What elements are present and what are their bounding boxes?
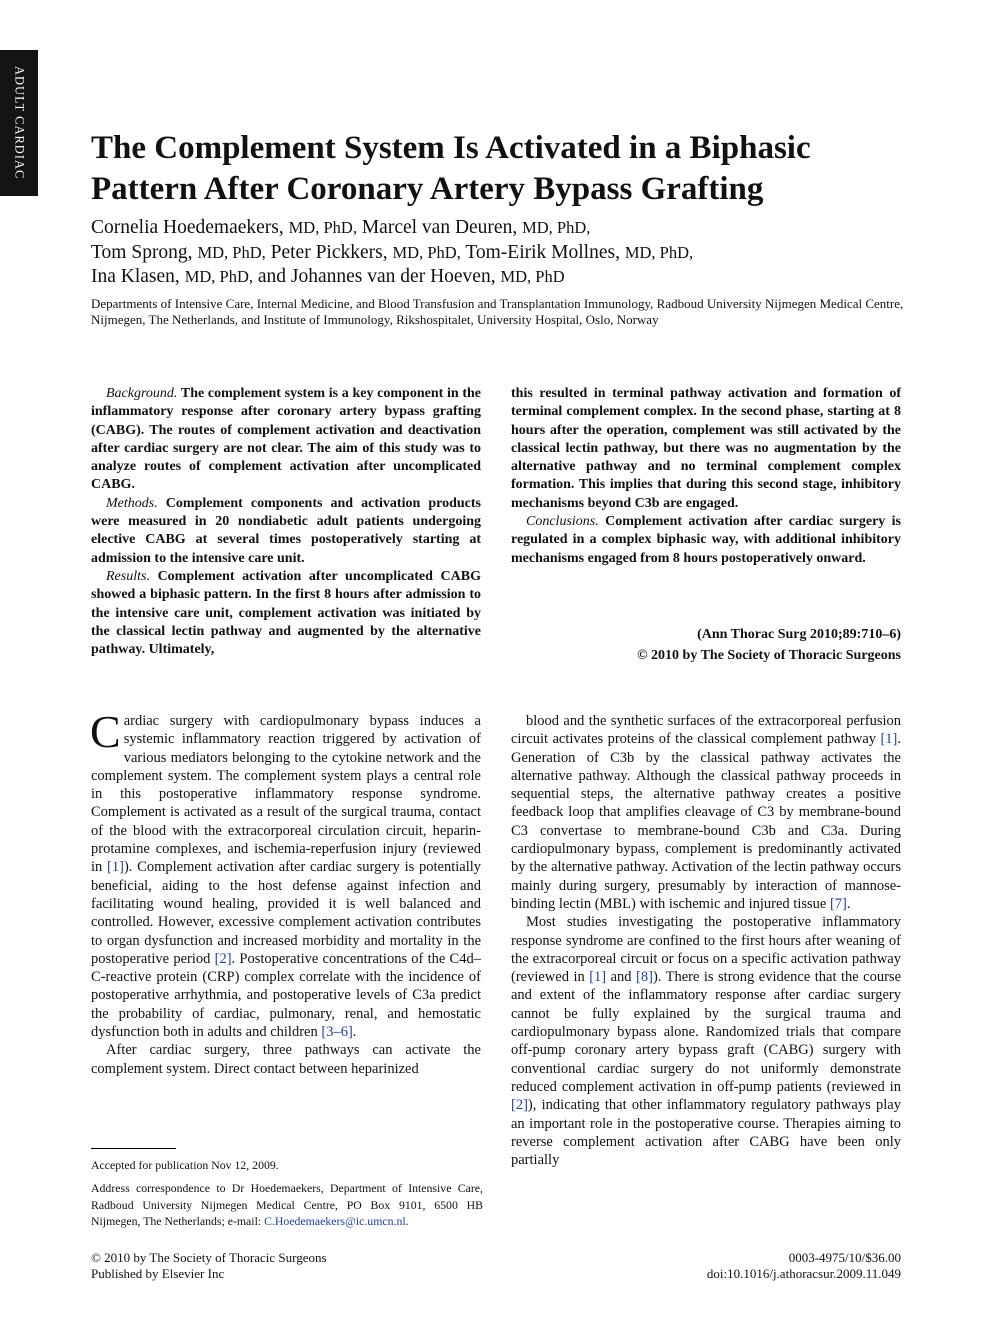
footer-copyright: © 2010 by The Society of Thoracic Surgeons xyxy=(91,1250,327,1265)
author-name: Tom-Eirik Mollnes, xyxy=(465,241,625,263)
body-text: . xyxy=(352,1024,357,1041)
article-title: The Complement System Is Activated in a Biphasic Pattern After Coronary Artery Bypass Grafting xyxy=(91,130,811,207)
body-right-column xyxy=(511,712,901,1169)
abstract-text: Complement components and activation products were measured in 20 nondiabetic adult patients undergoing elective CABG at several times postoperatively starting at admission to the intensive care unit. xyxy=(91,495,481,566)
abstract-paragraph xyxy=(91,495,481,568)
reference-link[interactable]: [1] xyxy=(107,859,124,876)
footer-right xyxy=(560,1250,901,1281)
footer-issn: 0003-4975/10/$36.00 xyxy=(788,1250,901,1265)
reference-link[interactable]: [3–6] xyxy=(321,1024,353,1041)
body-paragraph xyxy=(511,712,901,913)
section-tab xyxy=(0,50,38,196)
email-link[interactable]: C.Hoedemaekers@ic.umcn.nl xyxy=(264,1214,406,1228)
abstract-left-column xyxy=(91,385,481,659)
reference-link[interactable]: [1] xyxy=(589,969,607,986)
body-paragraph xyxy=(511,913,901,1169)
abstract-heading: Results. xyxy=(106,568,150,584)
abstract-paragraph xyxy=(91,385,481,495)
footer-left xyxy=(91,1250,327,1281)
author-list xyxy=(91,216,911,290)
footer-doi: doi:10.1016/j.athoracsur.2009.11.049 xyxy=(706,1265,901,1281)
author-degrees: MD, PhD, xyxy=(624,242,694,262)
body-text: . xyxy=(846,895,851,912)
reference-link[interactable]: [2] xyxy=(511,1097,528,1114)
correspondence-note xyxy=(91,1180,483,1230)
abstract-text: Complement activation after uncomplicated CABG showed a biphasic pattern. In the first 8 hours after admission to the intensive care unit, complement activation was initiated by the classical lectin pathway and augmented by the alternative pathway. Ultimately, xyxy=(91,568,481,658)
author-name: and Johannes van der Hoeven, xyxy=(257,266,501,287)
reference-link[interactable]: [1] xyxy=(880,731,898,748)
abstract-text: The complement system is a key component in the inflammatory response after coronary artery bypass grafting (CABG). The routes of complement activation and deactivation after cardiac surgery are not clear. The aim of this study was to analyze routes of complement activation after uncomplicated CABG. xyxy=(91,386,481,493)
body-text: ). Complement activation after cardiac surgery is potentially beneficial, aiding to the host defense against infection and facilitating wound healing, provided it is well balanced and controlled. However, excessive complement activation contributes to organ dysfunction and increased morbidity and mortality in the postoperative period xyxy=(91,859,481,967)
body-text: . Postoperative concentrations of the C4d–C-reactive protein (CRP) complex correlate with the incidence of postoperative arrhythmia, and postoperative levels of C3a predict the probability of cardiac, pulmonary, renal, and hemostatic dysfunction both in adults and children xyxy=(91,950,481,1041)
abstract-copyright: © 2010 by The Society of Thoracic Surgeons xyxy=(637,648,901,663)
abstract-heading: Methods. xyxy=(106,495,158,511)
author-name: Ina Klasen, xyxy=(91,266,185,287)
abstract-heading: Conclusions. xyxy=(526,514,599,530)
author-degrees: MD, PhD, xyxy=(392,242,461,262)
author-degrees: MD, PhD xyxy=(500,267,565,286)
body-left-column xyxy=(90,706,481,1078)
author-degrees: MD, PhD, xyxy=(288,218,357,237)
citation-block xyxy=(511,624,901,666)
author-degrees: MD, PhD, xyxy=(197,242,266,262)
correspondence-end: . xyxy=(405,1214,409,1228)
reference-link[interactable]: [7] xyxy=(829,895,847,912)
abstract-right-column xyxy=(511,385,901,568)
abstract-conclusions xyxy=(511,513,901,568)
body-text: blood and the synthetic surfaces of the extracorporeal perfusion circuit activates proteins of the classical complement pathway xyxy=(511,713,901,748)
reference-link[interactable]: [2] xyxy=(214,950,232,967)
footnote-rule xyxy=(91,1148,176,1149)
body-text: . Generation of C3b by the classical pathway activates the alternative pathway. Although the classical pathway proceeds in sequential steps, the alternative pathway creates a positive feedback loop that amplifies cleavage of C3 by membrane-bound C3 convertase to membrane-bound C3b and C3a. During cardiopulmonary bypass, complement is predominantly activated by the alternative pathway. Activation of the lectin pathway occurs mainly during surgery, presumably by interaction of mannose-binding lectin (MBL) with ischemic and injured tissue xyxy=(511,731,901,912)
body-text: ardiac surgery with cardiopulmonary bypass induces a systemic inflammatory reaction triggered by activation of various mediators belonging to the cytokine network and the complement system. The complement system plays a central role in this postoperative inflammatory response syndrome. Complement is activated as a result of the surgical trauma, contact of the blood with the extracorporeal circulation circuit, heparin-protamine complexes, and ischemia-reperfusion injury (reviewed in xyxy=(91,713,481,876)
abstract-paragraph xyxy=(511,513,901,568)
footer-publisher: Published by Elsevier Inc xyxy=(91,1265,225,1281)
author-degrees: MD, PhD, xyxy=(184,267,253,286)
body-text: ), indicating that other inflammatory regulatory pathways play an important role in the postoperative course. Therapies aiming to reverse complement activation after CABG have been only partially xyxy=(511,1097,901,1169)
abstract-heading: Background. xyxy=(106,386,178,401)
correspondence-text: Address correspondence to Dr Hoedemaekers, Department of Intensive Care, Radboud University Nijmegen Medical Centre, PO Box 9101, 6500 HB Nijmegen, The Netherlands; e-mail: xyxy=(91,1181,483,1228)
affiliations: Departments of Intensive Care, Internal Medicine, and Blood Transfusion and Transplantation Immunology, Radboud University Nijmegen Medical Centre, Nijmegen, The Netherlands, and Institute of Immunology, Rikshospitalet, University Hospital, Oslo, Norway xyxy=(91,296,904,327)
reference-link[interactable]: [8] xyxy=(636,969,653,986)
author-name: Peter Pickkers, xyxy=(270,241,393,263)
abstract-text: Complement activation after cardiac surgery is regulated in a complex biphasic way, with additional inhibitory mechanisms engaged from 8 hours postoperatively onward. xyxy=(511,514,901,566)
author-name: Tom Sprong, xyxy=(91,241,198,263)
section-tab-label: ADULT CARDIAC xyxy=(12,66,27,180)
journal-citation: (Ann Thorac Surg 2010;89:710–6) xyxy=(697,627,901,642)
body-text: ). There is strong evidence that the course and extent of the inflammatory response after cardiac surgery cannot be fully explained by the surgical trauma and cardiopulmonary bypass alone. Randomized trials that compare off-pump coronary artery bypass graft (CABG) surgery with conventional cardiac surgery do not uniformly demonstrate reduced complement activation in off-pump patients (reviewed in xyxy=(511,969,902,1095)
body-paragraph xyxy=(91,1041,481,1078)
abstract-paragraph xyxy=(91,568,481,659)
body-text: After cardiac surgery, three pathways can activate the complement system. Direct contact between heparinized xyxy=(91,1042,481,1077)
abstract-continuation: this resulted in terminal pathway activation and formation of terminal complement complex. In the second phase, starting at 8 hours after the operation, complement was still activated by the classical lectin pathway, but there was no augmentation by the alternative pathway and no terminal complement complex formation. This implies that during this second stage, inhibitory mechanisms beyond C3b are engaged. xyxy=(511,386,901,511)
author-degrees: MD, PhD, xyxy=(522,218,591,237)
author-name: Cornelia Hoedemaekers, xyxy=(91,217,289,238)
body-paragraph xyxy=(90,706,481,1041)
drop-cap: C xyxy=(90,706,121,757)
body-text: and xyxy=(606,969,637,986)
body-text: Most studies investigating the postoperative inflammatory response syndrome are confined to the first hours after weaning of the extracorporeal circuit or focus on a specific activation pathway (reviewed in xyxy=(511,914,901,986)
author-name: Marcel van Deuren, xyxy=(361,217,523,238)
accepted-note: Accepted for publication Nov 12, 2009. xyxy=(91,1158,279,1172)
